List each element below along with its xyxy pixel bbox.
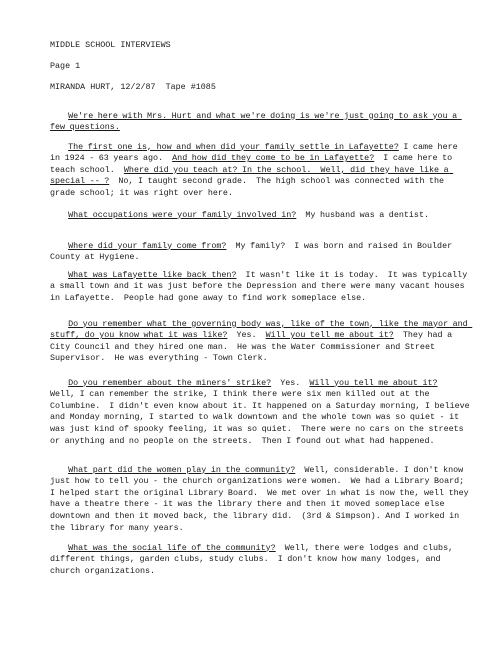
answer: Well, considerable. I don't know just how to tell you - the church organizations were women. We had a Library Board; I helped start the original Library Board. We met over in what is now the, well they have a theatre there - it was the library there and then it moved someplace else downtown and then it moved back, the library did. (3rd & Simpson). And I worked in the library for many years.: [50, 464, 474, 533]
question: Do you remember about the miners' strike?: [68, 377, 272, 388]
question: And how did they come to be in Lafayette?: [172, 153, 375, 164]
answer: Well, there were lodges and clubs, different things, garden clubs, study clubs. I don't know how many lodges, and church organizations.: [50, 542, 458, 576]
question: Will you tell me about it?: [309, 377, 438, 388]
answer: No, I taught second grade. The high school was connected with the grade school; it was right over here.: [50, 176, 449, 198]
paragraph-social-life: [50, 531, 470, 589]
question: We're here with Mrs. Hurt and what we're doing is we're just going to ask you a few questions.: [50, 110, 462, 133]
page-number: Page 1: [50, 61, 81, 71]
question: What part did the women play in the community?: [68, 464, 296, 475]
answer: My family? I was born and raised in Boulder County at Hygiene.: [50, 240, 457, 263]
answer: Yes.: [271, 377, 310, 388]
question: Where did you teach at? In the school. Well, did they have like a special -- ?: [50, 164, 454, 187]
question: What occupations were your family involved in?: [68, 209, 297, 220]
answer: Yes.: [227, 330, 266, 341]
question: Where did your family come from?: [68, 240, 227, 251]
answer: I came here in 1924 - 63 years ago.: [50, 141, 463, 164]
answer: My husband was a dentist.: [296, 209, 430, 220]
answer: Well, I can remember the strike, I think there were six men killed out at the Columbine. I didn't even know about it. It happened on a Saturday morning, I believe and Monday morning, I started to walk downtown and the whole town was so quiet - it was just kind of spooky feeling, it was so quiet. There were no cars on the streets or anything and no people on the streets. Then I found out what had happened.: [50, 377, 475, 446]
interviewee-line: MIRANDA HURT, 12/2/87 Tape #1085: [50, 82, 216, 92]
document-title: MIDDLE SCHOOL INTERVIEWS: [50, 40, 171, 50]
answer: It wasn't like it is today. It was typically a small town and it was just before the Depression and there were many vacant houses in Lafayette. People had gone away to find work someplace else.: [50, 269, 472, 303]
paragraph-strike: [50, 366, 475, 459]
question: What was the social life of the community?: [68, 542, 276, 553]
question: The first one is, how and when did your family settle in Lafayette?: [68, 141, 399, 152]
paragraph-occupations: [50, 198, 470, 233]
answer: I came here to teach school.: [50, 153, 457, 175]
question: Will you tell me about it?: [265, 330, 394, 341]
question: What was Lafayette like back then?: [68, 269, 237, 280]
answer: They had a City Council and they hired one man. He was the Water Commissioner and Street Supervisor. He was everything - Town Clerk.: [50, 330, 457, 364]
question: Do you remember what the governing body was, like of the town, like the mayor and stuff, do you know what it was like?: [50, 318, 473, 341]
